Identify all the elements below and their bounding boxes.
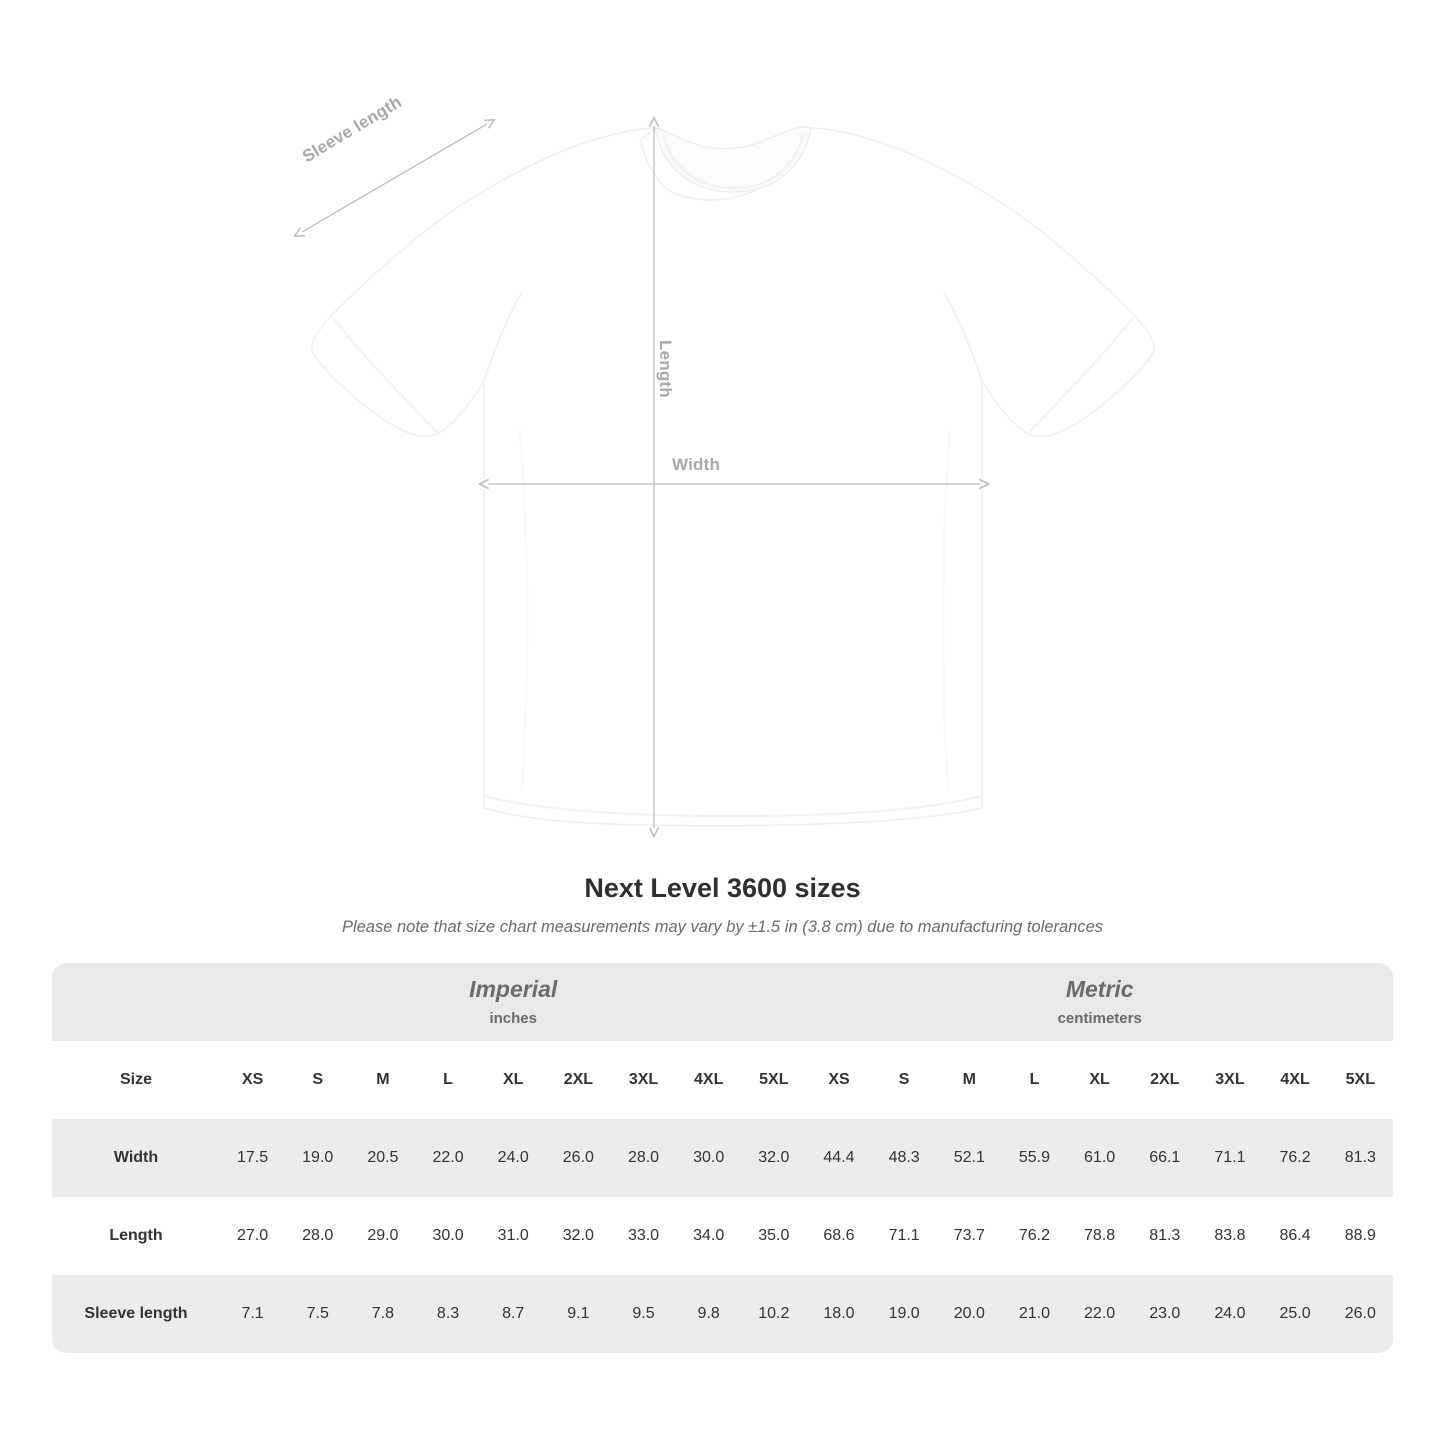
cell-width-5: 26.0 <box>546 1119 611 1197</box>
cell-width-14: 66.1 <box>1132 1119 1197 1197</box>
system-row-spacer <box>52 963 220 1041</box>
title-block <box>0 873 1445 937</box>
cell-length-14: 81.3 <box>1132 1197 1197 1275</box>
imperial-system-header <box>220 963 806 1041</box>
cell-length-11: 73.7 <box>937 1197 1002 1275</box>
cell-width-1: 19.0 <box>285 1119 350 1197</box>
cell-width-2: 20.5 <box>350 1119 415 1197</box>
metric-unit: centimeters <box>1057 1009 1142 1027</box>
size-col-xs-metric: XS <box>806 1041 871 1119</box>
tolerance-note: Please note that size chart measurements may vary by ±1.5 in (3.8 cm) due to manufacturing tolerances <box>341 918 1104 936</box>
size-col-3xl-imperial: 3XL <box>611 1041 676 1119</box>
size-col-5xl-metric: 5XL <box>1328 1041 1393 1119</box>
cell-length-0: 27.0 <box>220 1197 285 1275</box>
cell-sleeve-6: 9.5 <box>611 1275 676 1353</box>
cell-sleeve-8: 10.2 <box>741 1275 806 1353</box>
cell-sleeve-10: 19.0 <box>872 1275 937 1353</box>
cell-length-15: 83.8 <box>1197 1197 1262 1275</box>
size-col-xl-metric: XL <box>1067 1041 1132 1119</box>
cell-width-17: 81.3 <box>1328 1119 1393 1197</box>
metric-label: Metric <box>1065 976 1134 1003</box>
cell-length-12: 76.2 <box>1002 1197 1067 1275</box>
cell-width-3: 22.0 <box>415 1119 480 1197</box>
width-label: Width <box>672 455 721 474</box>
cell-length-13: 78.8 <box>1067 1197 1132 1275</box>
cell-length-2: 29.0 <box>350 1197 415 1275</box>
measurement-system-row <box>52 963 1393 1041</box>
size-col-s-imperial: S <box>285 1041 350 1119</box>
cell-sleeve-0: 7.1 <box>220 1275 285 1353</box>
size-col-m-metric: M <box>937 1041 1002 1119</box>
row-label-length: Length <box>52 1197 220 1275</box>
cell-width-11: 52.1 <box>937 1119 1002 1197</box>
size-col-xs-imperial: XS <box>220 1041 285 1119</box>
cell-width-12: 55.9 <box>1002 1119 1067 1197</box>
cell-sleeve-9: 18.0 <box>806 1275 871 1353</box>
sleeve-length-label: Sleeve length <box>299 92 405 167</box>
size-col-2xl-metric: 2XL <box>1132 1041 1197 1119</box>
cell-width-16: 76.2 <box>1263 1119 1328 1197</box>
cell-width-13: 61.0 <box>1067 1119 1132 1197</box>
cell-sleeve-7: 9.8 <box>676 1275 741 1353</box>
size-col-4xl-metric: 4XL <box>1263 1041 1328 1119</box>
cell-length-6: 33.0 <box>611 1197 676 1275</box>
size-header-row <box>52 1041 1393 1119</box>
cell-sleeve-13: 22.0 <box>1067 1275 1132 1353</box>
size-col-4xl-imperial: 4XL <box>676 1041 741 1119</box>
size-col-l-imperial: L <box>415 1041 480 1119</box>
imperial-label: Imperial <box>469 976 558 1003</box>
cell-length-4: 31.0 <box>481 1197 546 1275</box>
cell-length-1: 28.0 <box>285 1197 350 1275</box>
table-row-sleeve-length <box>52 1275 1393 1353</box>
cell-width-8: 32.0 <box>741 1119 806 1197</box>
row-label-width: Width <box>52 1119 220 1197</box>
cell-length-16: 86.4 <box>1263 1197 1328 1275</box>
cell-width-0: 17.5 <box>220 1119 285 1197</box>
size-col-s-metric: S <box>872 1041 937 1119</box>
cell-width-4: 24.0 <box>481 1119 546 1197</box>
cell-sleeve-4: 8.7 <box>481 1275 546 1353</box>
metric-system-header <box>806 963 1393 1041</box>
cell-width-7: 30.0 <box>676 1119 741 1197</box>
cell-sleeve-5: 9.1 <box>546 1275 611 1353</box>
cell-length-5: 32.0 <box>546 1197 611 1275</box>
length-label: Length <box>656 340 675 398</box>
cell-length-9: 68.6 <box>806 1197 871 1275</box>
size-table <box>52 963 1393 1353</box>
imperial-unit: inches <box>489 1009 537 1027</box>
cell-sleeve-11: 20.0 <box>937 1275 1002 1353</box>
table-row-width <box>52 1119 1393 1197</box>
cell-length-10: 71.1 <box>872 1197 937 1275</box>
cell-width-15: 71.1 <box>1197 1119 1262 1197</box>
cell-width-10: 48.3 <box>872 1119 937 1197</box>
cell-sleeve-3: 8.3 <box>415 1275 480 1353</box>
size-col-l-metric: L <box>1002 1041 1067 1119</box>
size-col-xl-imperial: XL <box>481 1041 546 1119</box>
cell-sleeve-16: 25.0 <box>1263 1275 1328 1353</box>
table-row-length <box>52 1197 1393 1275</box>
size-col-m-imperial: M <box>350 1041 415 1119</box>
cell-sleeve-14: 23.0 <box>1132 1275 1197 1353</box>
shirt-shape <box>312 127 1155 826</box>
page-title: Next Level 3600 sizes <box>584 873 861 903</box>
size-col-3xl-metric: 3XL <box>1197 1041 1262 1119</box>
cell-sleeve-1: 7.5 <box>285 1275 350 1353</box>
cell-sleeve-2: 7.8 <box>350 1275 415 1353</box>
cell-sleeve-12: 21.0 <box>1002 1275 1067 1353</box>
size-col-2xl-imperial: 2XL <box>546 1041 611 1119</box>
size-header-cell: Size <box>52 1041 220 1119</box>
cell-sleeve-17: 26.0 <box>1328 1275 1393 1353</box>
cell-sleeve-15: 24.0 <box>1197 1275 1262 1353</box>
cell-width-6: 28.0 <box>611 1119 676 1197</box>
size-table-wrapper <box>52 963 1393 1353</box>
size-col-5xl-imperial: 5XL <box>741 1041 806 1119</box>
cell-length-8: 35.0 <box>741 1197 806 1275</box>
cell-length-17: 88.9 <box>1328 1197 1393 1275</box>
cell-width-9: 44.4 <box>806 1119 871 1197</box>
cell-length-7: 34.0 <box>676 1197 741 1275</box>
row-label-sleeve-length: Sleeve length <box>52 1275 220 1353</box>
cell-length-3: 30.0 <box>415 1197 480 1275</box>
